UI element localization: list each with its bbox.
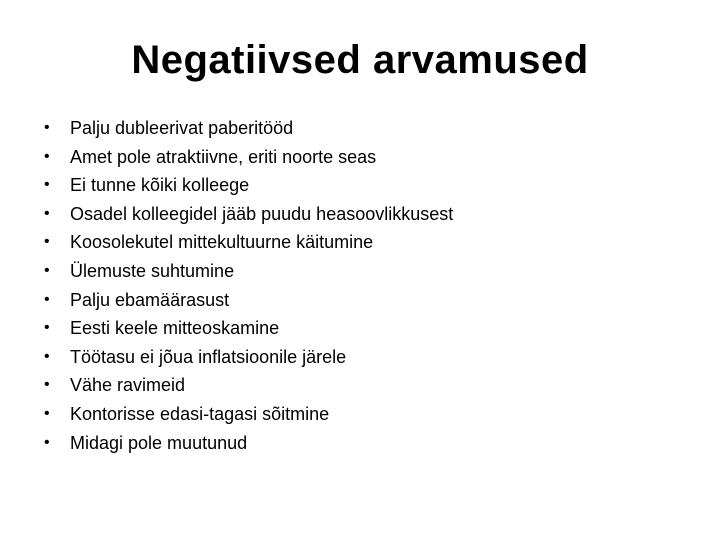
list-item [40, 200, 700, 229]
bullet-icon: • [44, 319, 50, 337]
slide-title: Negatiivsed arvamused [131, 38, 589, 82]
list-item-text: Töötasu ei jõua inflatsioonile järele [70, 346, 347, 367]
list-item-text: Palju dubleerivat paberitööd [70, 118, 294, 138]
list-item [40, 400, 700, 429]
list-item-text: Eesti keele mitteoskamine [70, 318, 280, 339]
bullet-icon: • [44, 347, 50, 365]
list-item [40, 257, 700, 286]
bullet-icon: • [44, 119, 50, 136]
list-item-text: Midagi pole muutunud [70, 432, 248, 453]
list-item [40, 429, 700, 458]
list-item [40, 314, 700, 343]
bullet-icon: • [44, 433, 50, 451]
bullet-icon: • [44, 147, 50, 165]
bullet-icon: • [44, 404, 50, 422]
list-item [40, 171, 700, 200]
list-item-text: Amet pole atraktiivne, eriti noorte seas [70, 146, 377, 167]
bullet-list [40, 114, 700, 457]
bullet-icon: • [44, 261, 50, 279]
list-item-text: Osadel kolleegidel jääb puudu heasoovlikkusest [70, 203, 454, 224]
bullet-icon: • [44, 233, 50, 251]
list-item [40, 371, 700, 400]
list-item-text: Palju ebamäärasust [70, 289, 230, 310]
bullet-icon: • [44, 204, 50, 222]
list-item-text: Vähe ravimeid [70, 375, 186, 396]
list-item-text: Ülemuste suhtumine [70, 260, 235, 281]
list-item-text: Kontorisse edasi-tagasi sõitmine [70, 403, 330, 424]
list-item [40, 114, 700, 143]
bullet-icon: • [44, 376, 50, 394]
list-item [40, 143, 700, 172]
list-item-text: Ei tunne kõiki kolleege [70, 175, 250, 196]
bullet-icon: • [44, 176, 50, 194]
list-item [40, 343, 700, 372]
list-item-text: Koosolekutel mittekultuurne käitumine [70, 232, 374, 253]
list-item [40, 228, 700, 257]
bullet-icon: • [44, 290, 50, 308]
list-item [40, 286, 700, 315]
